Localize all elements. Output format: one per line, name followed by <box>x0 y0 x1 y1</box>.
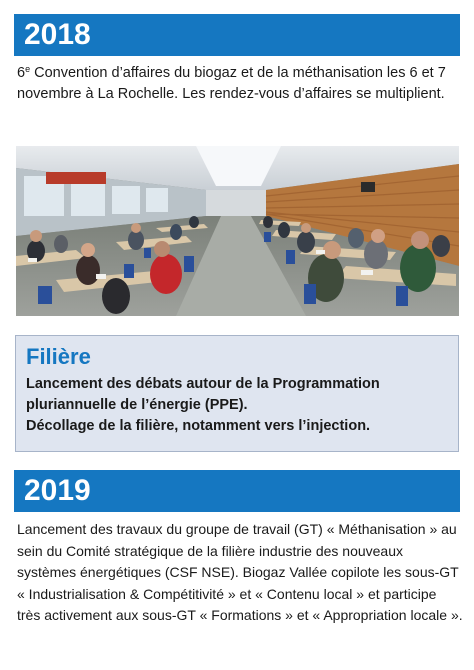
filiere-callout-box <box>15 335 459 452</box>
convention-paragraph <box>17 63 463 105</box>
filiere-line-ppe: Lancement des débats autour de la Programmation pluriannuelle de l’énergie (PPE). <box>26 376 380 413</box>
year-heading-2018: 2018 <box>14 14 460 56</box>
ordinal-superscript: e <box>25 64 31 74</box>
convention-edition-number: 6 <box>17 65 26 81</box>
filiere-line-injection: Décollage de la filière, notamment vers l’injection. <box>26 418 371 434</box>
filiere-title: Filière <box>26 344 91 369</box>
convention-hall-photo <box>16 146 459 316</box>
convention-description: Convention d’affaires du biogaz et de la méthanisation les 6 et 7 novembre à La Rochelle. Les rendez-vous d’affaires se multiplient. <box>17 65 446 102</box>
working-group-paragraph: Lancement des travaux du groupe de travail (GT) « Méthanisation » au sein du Comité stratégique de la filière industrie des nouveaux systèmes énergétiques (CSF NSE). Biogaz Vallée copilote les sous-GT « Industrialisation & Compétitivité » et « Contenu local » et participe très activement aux sous-GT « Formations » et « Appropriation locale ». <box>17 521 463 623</box>
year-heading-2019: 2019 <box>14 470 460 512</box>
